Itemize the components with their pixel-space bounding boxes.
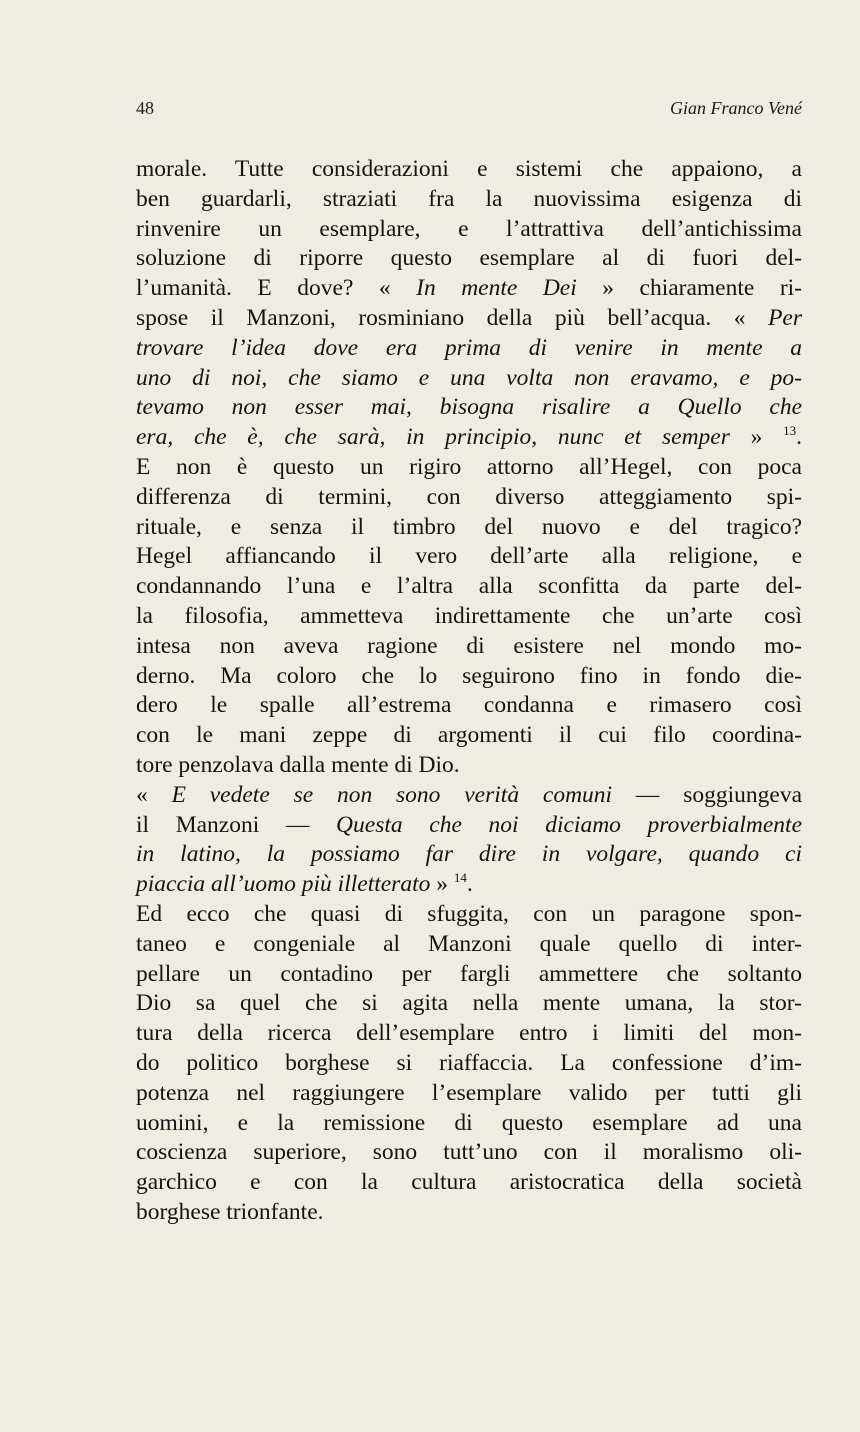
text-line: morale. Tutte considerazioni e sistemi che appaiono, a bbox=[136, 156, 802, 182]
footnote-ref: 13 bbox=[783, 423, 797, 439]
text-line: spose il Manzoni, rosminiano della più bell’acqua. « Per bbox=[136, 304, 802, 331]
text-line: con le mani zeppe di argomenti il cui filo coordina- bbox=[136, 722, 802, 749]
text-line: Ed ecco che quasi di sfuggita, con un paragone spon- bbox=[136, 900, 802, 927]
running-head: Gian Franco Vené bbox=[670, 98, 802, 118]
text-line: ben guardarli, straziati fra la nuovissima esigenza di bbox=[136, 185, 802, 212]
text-line: tevamo non esser mai, bisogna risalire a Quello che bbox=[136, 394, 802, 421]
page-header bbox=[136, 98, 802, 124]
body-text bbox=[136, 155, 802, 1228]
text-line: intesa non aveva ragione di esistere nel mondo mo- bbox=[136, 632, 802, 659]
text-line: condannando l’una e l’altra alla sconfitta da parte del- bbox=[136, 573, 802, 600]
text-line: l’umanità. E dove? « In mente Dei » chiaramente ri- bbox=[136, 275, 803, 302]
text-line: soluzione di riporre questo esemplare al di fuori del- bbox=[136, 245, 802, 272]
text-line: garchico e con la cultura aristocratica della società bbox=[136, 1169, 802, 1196]
text-line: taneo e congeniale al Manzoni quale quello di inter- bbox=[136, 930, 802, 957]
page-number: 48 bbox=[136, 98, 154, 118]
text-line: il Manzoni — Questa che noi diciamo proverbialmente bbox=[136, 811, 803, 838]
text-line: la filosofia, ammetteva indirettamente che un’arte così bbox=[136, 602, 802, 629]
footnote-ref: 14 bbox=[453, 870, 467, 886]
text-line: borghese trionfante. bbox=[136, 1198, 324, 1225]
text-line: tura della ricerca dell’esemplare entro i limiti del mon- bbox=[136, 1020, 802, 1047]
text-line: uno di noi, che siamo e una volta non eravamo, e po- bbox=[136, 364, 802, 391]
text-line: derno. Ma coloro che lo seguirono fino in fondo die- bbox=[136, 662, 802, 689]
text-line: Hegel affiancando il vero dell’arte alla religione, e bbox=[136, 543, 802, 570]
text-line: piaccia all’uomo più illetterato » $^{14}$. bbox=[136, 870, 473, 898]
text-line: in latino, la possiamo far dire in volgare, quando ci bbox=[136, 841, 802, 868]
text-line: differenza di termini, con diverso atteggiamento spi- bbox=[136, 483, 802, 510]
text-line: era, che è, che sarà, in principio, nunc et semper » $^{13}$. bbox=[136, 423, 802, 451]
text-line: Dio sa quel che si agita nella mente umana, la stor- bbox=[136, 990, 802, 1017]
text-line: rituale, e senza il timbro del nuovo e del tragico? bbox=[136, 513, 802, 540]
text-line: do politico borghese si riaffaccia. La confessione d’im- bbox=[136, 1049, 802, 1076]
text-line: pellare un contadino per fargli ammettere che soltanto bbox=[136, 960, 802, 987]
text-line: rinvenire un esemplare, e l’attrattiva dell’antichissima bbox=[136, 215, 802, 242]
text-line: tore penzolava dalla mente di Dio. bbox=[136, 751, 460, 778]
text-line: dero le spalle all’estrema condanna e rimasero così bbox=[136, 692, 802, 719]
text-line: E non è questo un rigiro attorno all’Hegel, con poca bbox=[136, 453, 802, 480]
text-line: uomini, e la remissione di questo esemplare ad una bbox=[136, 1109, 802, 1136]
text-line: « E vedete se non sono verità comuni — soggiungeva bbox=[136, 781, 803, 808]
text-line: trovare l’idea dove era prima di venire in mente a bbox=[136, 334, 802, 361]
text-line: coscienza superiore, sono tutt’uno con il moralismo oli- bbox=[136, 1139, 802, 1166]
text-line: potenza nel raggiungere l’esemplare valido per tutti gli bbox=[136, 1079, 802, 1106]
